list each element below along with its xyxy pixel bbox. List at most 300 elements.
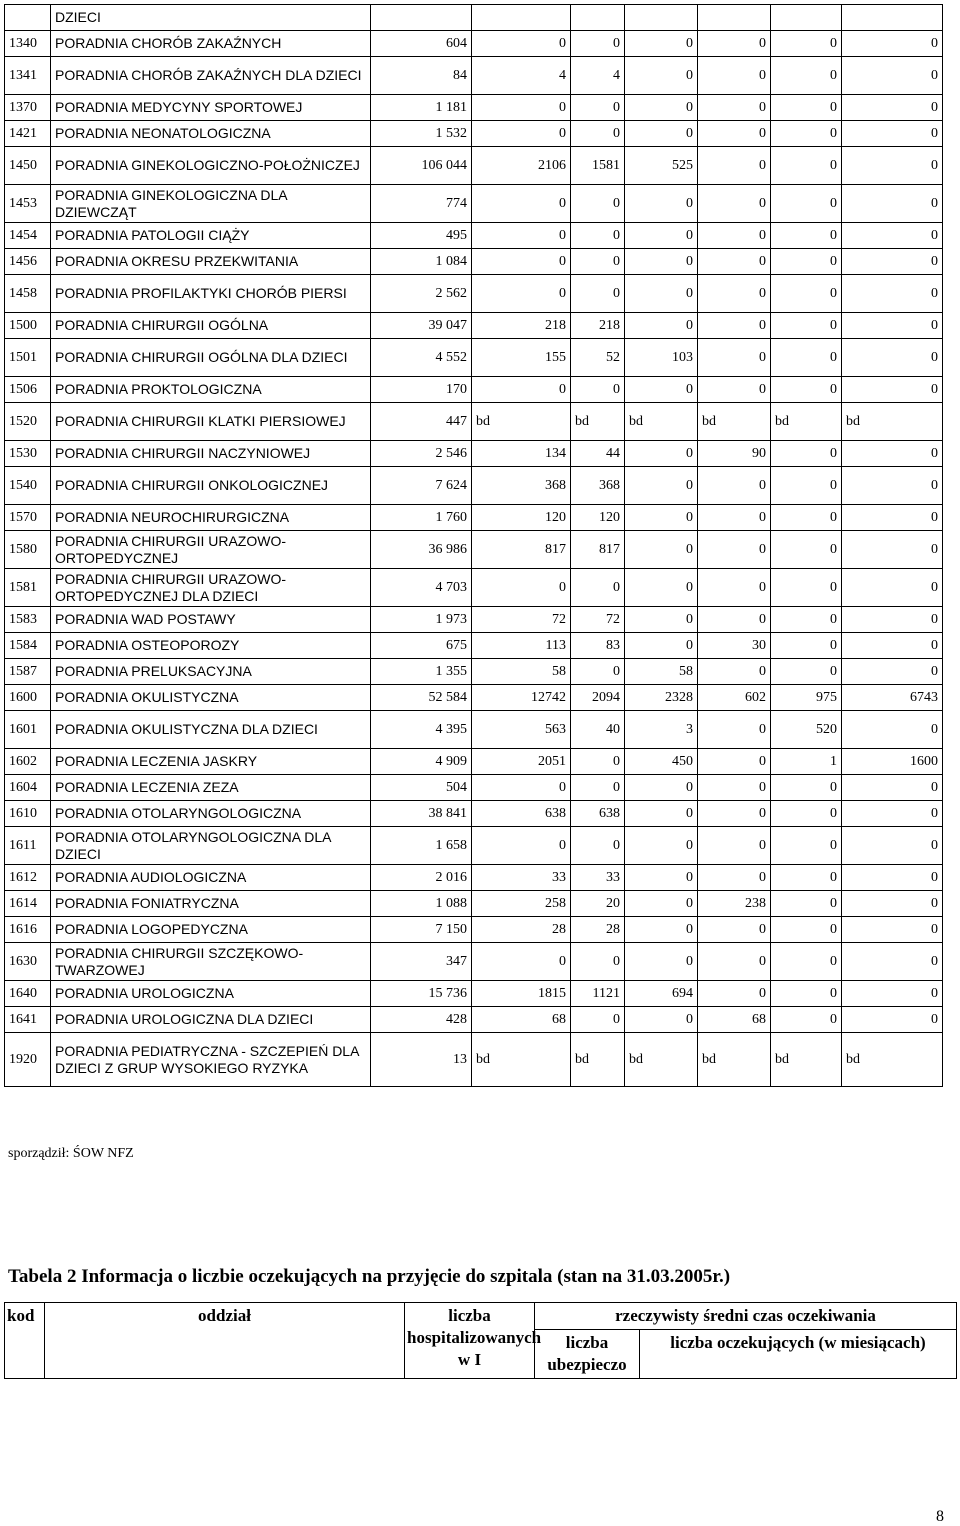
row-value: 0 (771, 31, 842, 57)
row-value: 0 (698, 981, 771, 1007)
row-value: bd (698, 1033, 771, 1087)
row-value: 1 355 (371, 659, 472, 685)
row-value: 0 (571, 185, 625, 223)
row-name: PORADNIA CHIRURGII SZCZĘKOWO-TWARZOWEJ (51, 943, 371, 981)
row-value: 0 (571, 275, 625, 313)
row-value: 0 (625, 313, 698, 339)
row-value: 817 (472, 531, 571, 569)
row-value: 28 (472, 917, 571, 943)
row-value: 0 (698, 467, 771, 505)
row-value: 0 (771, 339, 842, 377)
row-name: PORADNIA OKULISTYCZNA (51, 685, 371, 711)
row-value: 0 (771, 607, 842, 633)
row-value: 0 (842, 275, 943, 313)
row-value: 134 (472, 441, 571, 467)
row-name: PORADNIA CHIRURGII KLATKI PIERSIOWEJ (51, 403, 371, 441)
row-value: 13 (371, 1033, 472, 1087)
row-value: 0 (842, 827, 943, 865)
row-name: PORADNIA CHIRURGII URAZOWO-ORTOPEDYCZNEJ DLA DZIECI (51, 569, 371, 607)
row-value: 638 (472, 801, 571, 827)
row-value: 58 (625, 659, 698, 685)
row-value: bd (771, 1033, 842, 1087)
row-value: 4 703 (371, 569, 472, 607)
row-value: bd (842, 1033, 943, 1087)
table-row (5, 1033, 943, 1087)
table-row (5, 147, 943, 185)
row-value: 1 (771, 749, 842, 775)
row-value: 0 (842, 31, 943, 57)
table-row (5, 531, 943, 569)
row-value: 4 (472, 57, 571, 95)
header-oddzial: oddział (45, 1303, 405, 1379)
row-value: 0 (842, 891, 943, 917)
row-value: 0 (625, 31, 698, 57)
row-value: 0 (698, 339, 771, 377)
clinics-table (4, 4, 943, 1087)
row-code: 1611 (5, 827, 51, 865)
row-value: 0 (698, 377, 771, 403)
row-value: 0 (698, 801, 771, 827)
row-value (472, 5, 571, 31)
table-row (5, 95, 943, 121)
row-value: 0 (771, 633, 842, 659)
row-value: 0 (698, 95, 771, 121)
row-value: 0 (771, 377, 842, 403)
row-value: 0 (698, 313, 771, 339)
row-value: 83 (571, 633, 625, 659)
row-name: PORADNIA PATOLOGII CIĄŻY (51, 223, 371, 249)
row-value: 15 736 (371, 981, 472, 1007)
row-value: 103 (625, 339, 698, 377)
row-code: 1421 (5, 121, 51, 147)
row-value: 0 (698, 659, 771, 685)
row-value: 0 (625, 1007, 698, 1033)
row-value: 0 (842, 121, 943, 147)
row-value: 155 (472, 339, 571, 377)
row-value: 368 (472, 467, 571, 505)
row-value: 0 (571, 31, 625, 57)
row-value: 0 (571, 1007, 625, 1033)
row-code: 1340 (5, 31, 51, 57)
row-value: 0 (842, 917, 943, 943)
row-value: 520 (771, 711, 842, 749)
row-value (842, 5, 943, 31)
row-value: 0 (771, 943, 842, 981)
row-name: PORADNIA CHIRURGII OGÓLNA DLA DZIECI (51, 339, 371, 377)
row-value: 0 (625, 775, 698, 801)
row-code: 1500 (5, 313, 51, 339)
row-value: 4 909 (371, 749, 472, 775)
row-value: 0 (472, 569, 571, 607)
row-value: bd (472, 403, 571, 441)
row-value: 0 (698, 865, 771, 891)
row-value: 675 (371, 633, 472, 659)
row-value: 0 (625, 943, 698, 981)
row-value: 7 624 (371, 467, 472, 505)
row-value: 1 084 (371, 249, 472, 275)
row-name: PORADNIA OTOLARYNGOLOGICZNA (51, 801, 371, 827)
row-value (771, 5, 842, 31)
row-value: 84 (371, 57, 472, 95)
row-value: 0 (571, 95, 625, 121)
row-value: 0 (571, 827, 625, 865)
row-value: 0 (571, 775, 625, 801)
header-kod: kod (5, 1303, 45, 1379)
row-name: PORADNIA PROKTOLOGICZNA (51, 377, 371, 403)
row-value: 0 (571, 569, 625, 607)
row-value: 3 (625, 711, 698, 749)
row-value: 0 (625, 95, 698, 121)
row-value: 0 (625, 185, 698, 223)
row-value: bd (571, 403, 625, 441)
row-value: 0 (571, 749, 625, 775)
row-value: 0 (698, 31, 771, 57)
row-value: 0 (698, 749, 771, 775)
row-value: 495 (371, 223, 472, 249)
row-value: 0 (698, 185, 771, 223)
row-value: bd (698, 403, 771, 441)
row-value: 36 986 (371, 531, 472, 569)
row-value: 694 (625, 981, 698, 1007)
row-value: 0 (698, 57, 771, 95)
header-rzeczywisty: rzeczywisty średni czas oczekiwania (535, 1303, 957, 1330)
row-value: 0 (625, 827, 698, 865)
row-value: 0 (771, 185, 842, 223)
row-name: DZIECI (51, 5, 371, 31)
row-value: 604 (371, 31, 472, 57)
row-value: 0 (472, 775, 571, 801)
row-value: 0 (698, 505, 771, 531)
row-name: PORADNIA OTOLARYNGOLOGICZNA DLA DZIECI (51, 827, 371, 865)
row-name: PORADNIA PRELUKSACYJNA (51, 659, 371, 685)
row-value: 0 (842, 569, 943, 607)
table-row (5, 339, 943, 377)
row-value: 975 (771, 685, 842, 711)
row-value: 0 (571, 659, 625, 685)
row-value: 113 (472, 633, 571, 659)
row-value: 0 (771, 1007, 842, 1033)
row-code: 1601 (5, 711, 51, 749)
row-code: 1520 (5, 403, 51, 441)
row-value: 0 (698, 531, 771, 569)
row-value: 0 (842, 57, 943, 95)
row-value: 0 (842, 441, 943, 467)
table-row (5, 685, 943, 711)
table-row (5, 917, 943, 943)
table-row (5, 249, 943, 275)
row-value: 1121 (571, 981, 625, 1007)
row-name: PORADNIA OKRESU PRZEKWITANIA (51, 249, 371, 275)
row-value: 20 (571, 891, 625, 917)
row-name: PORADNIA CHIRURGII URAZOWO-ORTOPEDYCZNEJ (51, 531, 371, 569)
row-value: 0 (698, 249, 771, 275)
table-row (5, 57, 943, 95)
row-value: 817 (571, 531, 625, 569)
row-value: 4 395 (371, 711, 472, 749)
row-value: 0 (625, 249, 698, 275)
table-row (5, 275, 943, 313)
row-code: 1341 (5, 57, 51, 95)
row-value: 1581 (571, 147, 625, 185)
row-value: 1 973 (371, 607, 472, 633)
row-name: PORADNIA FONIATRYCZNA (51, 891, 371, 917)
waiting-table (4, 1302, 957, 1379)
row-value: 428 (371, 1007, 472, 1033)
row-value: bd (842, 403, 943, 441)
table-row (5, 467, 943, 505)
row-value: 6743 (842, 685, 943, 711)
row-code: 1602 (5, 749, 51, 775)
row-value: 72 (472, 607, 571, 633)
row-name: PORADNIA MEDYCYNY SPORTOWEJ (51, 95, 371, 121)
table-row (5, 827, 943, 865)
row-code: 1616 (5, 917, 51, 943)
row-value: bd (771, 403, 842, 441)
row-value (625, 5, 698, 31)
row-value: 68 (698, 1007, 771, 1033)
table-row (5, 313, 943, 339)
row-value: 0 (698, 223, 771, 249)
row-value: 0 (472, 31, 571, 57)
row-value: 0 (771, 531, 842, 569)
row-value: 0 (842, 377, 943, 403)
row-name: PORADNIA UROLOGICZNA (51, 981, 371, 1007)
row-value: 1 760 (371, 505, 472, 531)
row-value: 0 (472, 943, 571, 981)
row-value: 0 (698, 275, 771, 313)
row-value: 0 (842, 1007, 943, 1033)
row-value: 0 (472, 121, 571, 147)
row-value: 0 (842, 505, 943, 531)
row-value: 0 (771, 865, 842, 891)
row-name: PORADNIA NEUROCHIRURGICZNA (51, 505, 371, 531)
row-value: bd (625, 403, 698, 441)
row-value: bd (571, 1033, 625, 1087)
row-value: 1815 (472, 981, 571, 1007)
table-row (5, 569, 943, 607)
row-code: 1630 (5, 943, 51, 981)
row-value: 1600 (842, 749, 943, 775)
row-code: 1580 (5, 531, 51, 569)
row-value: 0 (771, 147, 842, 185)
row-value: 170 (371, 377, 472, 403)
row-value: 0 (842, 339, 943, 377)
row-value: 68 (472, 1007, 571, 1033)
row-value: 120 (472, 505, 571, 531)
row-value: 0 (472, 275, 571, 313)
row-value: 0 (698, 121, 771, 147)
row-value: 0 (625, 57, 698, 95)
row-value: 39 047 (371, 313, 472, 339)
row-value: 0 (625, 377, 698, 403)
row-value: 2094 (571, 685, 625, 711)
row-code: 1506 (5, 377, 51, 403)
row-value: 0 (842, 711, 943, 749)
table-row (5, 377, 943, 403)
row-code: 1612 (5, 865, 51, 891)
table-row (5, 403, 943, 441)
row-value: 0 (625, 505, 698, 531)
row-code: 1458 (5, 275, 51, 313)
row-name: PORADNIA LECZENIA JASKRY (51, 749, 371, 775)
table-row (5, 891, 943, 917)
row-value: 90 (698, 441, 771, 467)
row-value: 52 584 (371, 685, 472, 711)
row-value: 12742 (472, 685, 571, 711)
row-value: 0 (842, 865, 943, 891)
row-name: PORADNIA CHORÓB ZAKAŹNYCH DLA DZIECI (51, 57, 371, 95)
row-value: 0 (842, 607, 943, 633)
row-value: 1 088 (371, 891, 472, 917)
row-value: 0 (698, 607, 771, 633)
row-value: 0 (842, 147, 943, 185)
row-value: 0 (698, 943, 771, 981)
row-value: 0 (771, 505, 842, 531)
row-value: 0 (625, 441, 698, 467)
row-value: 0 (625, 467, 698, 505)
row-value: 0 (842, 249, 943, 275)
row-value: 0 (842, 223, 943, 249)
row-code: 1604 (5, 775, 51, 801)
row-code: 1540 (5, 467, 51, 505)
row-name: PORADNIA OSTEOPOROZY (51, 633, 371, 659)
row-value: 0 (625, 607, 698, 633)
row-value: 0 (625, 865, 698, 891)
row-value: 238 (698, 891, 771, 917)
header-liczba-oczek: liczba oczekujących (w miesiącach) (640, 1330, 957, 1379)
row-value: 44 (571, 441, 625, 467)
row-value: 0 (842, 467, 943, 505)
row-value: 0 (625, 275, 698, 313)
row-value: 0 (771, 223, 842, 249)
row-name: PORADNIA WAD POSTAWY (51, 607, 371, 633)
row-value: 120 (571, 505, 625, 531)
row-value: 0 (771, 313, 842, 339)
row-value: 638 (571, 801, 625, 827)
row-value: 0 (625, 801, 698, 827)
row-value: 2051 (472, 749, 571, 775)
row-code (5, 5, 51, 31)
row-code: 1610 (5, 801, 51, 827)
row-value: 0 (771, 891, 842, 917)
row-value: 0 (771, 981, 842, 1007)
row-value: 0 (571, 249, 625, 275)
row-value: 0 (771, 801, 842, 827)
row-value: 0 (771, 275, 842, 313)
row-code: 1587 (5, 659, 51, 685)
row-name: PORADNIA NEONATOLOGICZNA (51, 121, 371, 147)
row-name: PORADNIA PROFILAKTYKI CHORÓB PIERSI (51, 275, 371, 313)
row-value: 52 (571, 339, 625, 377)
row-value: 0 (842, 981, 943, 1007)
table-row (5, 607, 943, 633)
row-value: 0 (771, 917, 842, 943)
row-value: 0 (472, 95, 571, 121)
row-value: 0 (472, 827, 571, 865)
row-value: 2 016 (371, 865, 472, 891)
row-name: PORADNIA CHIRURGII OGÓLNA (51, 313, 371, 339)
row-value: 28 (571, 917, 625, 943)
row-name: PORADNIA PEDIATRYCZNA - SZCZEPIEŃ DLA DZIECI Z GRUP WYSOKIEGO RYZYKA (51, 1033, 371, 1087)
table-row (5, 5, 943, 31)
row-name: PORADNIA GINEKOLOGICZNA DLA DZIEWCZĄT (51, 185, 371, 223)
header-liczba-ubezp: liczba ubezpieczo (535, 1330, 640, 1379)
row-value: 33 (472, 865, 571, 891)
table2-title: Tabela 2 Informacja o liczbie oczekujących na przyjęcie do szpitala (stan na 31.03.2005r.) (8, 1266, 731, 1287)
row-value: 0 (625, 891, 698, 917)
row-value: 0 (698, 827, 771, 865)
row-value (371, 5, 472, 31)
row-value: 0 (698, 569, 771, 607)
table-row (5, 505, 943, 531)
row-value: 525 (625, 147, 698, 185)
row-code: 1614 (5, 891, 51, 917)
table-row (5, 943, 943, 981)
row-value: 504 (371, 775, 472, 801)
row-value: 258 (472, 891, 571, 917)
row-name: PORADNIA UROLOGICZNA DLA DZIECI (51, 1007, 371, 1033)
row-value: 0 (472, 377, 571, 403)
row-value: 0 (625, 223, 698, 249)
row-value: 0 (472, 185, 571, 223)
table-row (5, 749, 943, 775)
table-row (5, 31, 943, 57)
row-value: 0 (842, 943, 943, 981)
row-value: 0 (771, 569, 842, 607)
row-code: 1456 (5, 249, 51, 275)
row-name: PORADNIA LECZENIA ZEZA (51, 775, 371, 801)
row-value: 1 532 (371, 121, 472, 147)
row-value: 0 (842, 801, 943, 827)
row-value: 0 (698, 775, 771, 801)
row-value: 33 (571, 865, 625, 891)
row-value: 0 (842, 659, 943, 685)
table-row (5, 775, 943, 801)
row-value: 2 546 (371, 441, 472, 467)
table-row (5, 981, 943, 1007)
row-value: 0 (698, 917, 771, 943)
row-value: 0 (771, 57, 842, 95)
table-row (5, 711, 943, 749)
row-name: PORADNIA GINEKOLOGICZNO-POŁOŻNICZEJ (51, 147, 371, 185)
table-row (5, 865, 943, 891)
row-value: 4 (571, 57, 625, 95)
row-value: 0 (571, 223, 625, 249)
row-code: 1454 (5, 223, 51, 249)
row-name: PORADNIA LOGOPEDYCZNA (51, 917, 371, 943)
row-value: 0 (842, 185, 943, 223)
row-value: 0 (771, 467, 842, 505)
table-row (5, 633, 943, 659)
row-code: 1920 (5, 1033, 51, 1087)
table-row (5, 185, 943, 223)
row-value: bd (625, 1033, 698, 1087)
row-value: 347 (371, 943, 472, 981)
header-liczba-hosp: liczba hospitalizowanych w I (405, 1303, 535, 1379)
table-row (5, 441, 943, 467)
row-value: 0 (698, 147, 771, 185)
row-name: PORADNIA CHIRURGII NACZYNIOWEJ (51, 441, 371, 467)
row-value: 0 (625, 917, 698, 943)
row-value: 72 (571, 607, 625, 633)
row-code: 1581 (5, 569, 51, 607)
row-code: 1641 (5, 1007, 51, 1033)
row-name: PORADNIA AUDIOLOGICZNA (51, 865, 371, 891)
row-value: 0 (771, 659, 842, 685)
table-row (5, 223, 943, 249)
row-code: 1453 (5, 185, 51, 223)
row-value: 450 (625, 749, 698, 775)
